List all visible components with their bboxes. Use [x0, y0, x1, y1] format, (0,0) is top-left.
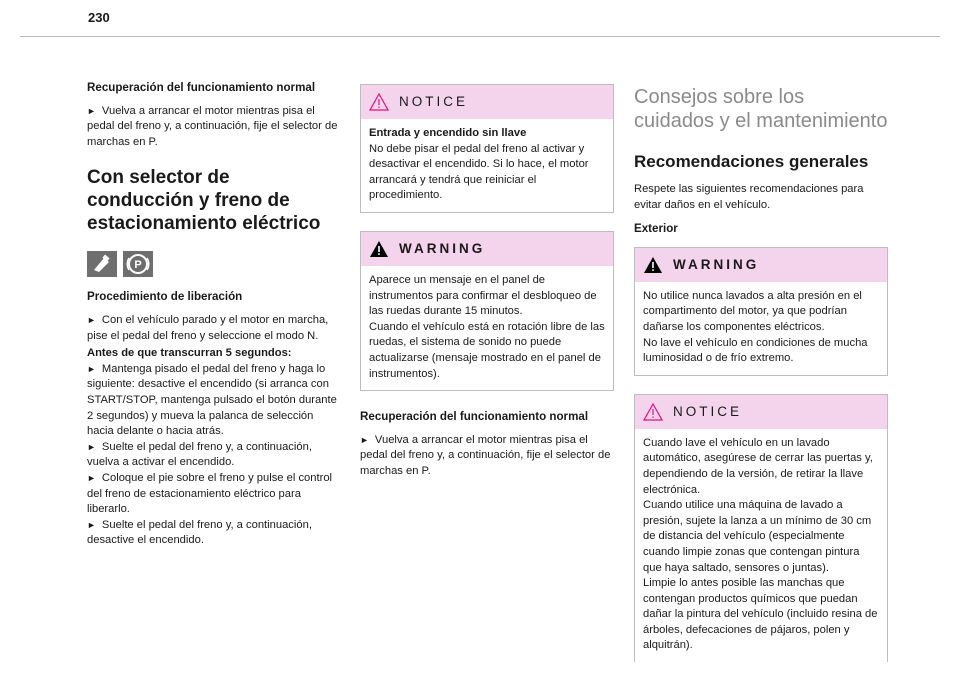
notice-header: [635, 395, 887, 429]
arrow-bullet-icon: ►: [87, 105, 96, 116]
section-heading: Con selector de conducción y freno de estacionamiento eléctrico: [87, 167, 321, 235]
warning-text: Cuando el vehículo está en rotación libre de las ruedas, el sistema de sonido no puede actualizarse (mensaje mostrado en el panel de instrumentos).: [369, 320, 605, 380]
section-heading: Recomendaciones generales: [634, 152, 869, 171]
arrow-bullet-icon: ►: [87, 472, 96, 483]
notice-title: Entrada y encendido sin llave: [369, 127, 527, 139]
paragraph: ► Vuelva a arrancar el motor mientras pisa el pedal del freno y, a continuación, fije el selector de marchas en P.: [87, 104, 338, 148]
step: ► Suelte el pedal del freno y, a continuación, desactive el encendido.: [87, 518, 312, 547]
warning-body: [361, 266, 613, 390]
warning-box: [634, 247, 888, 376]
step: ► Mantenga pisado el pedal del freno y haga lo siguiente: desactive el encendido (si arranca con START/STOP, mantenga pulsado el botón durante 2 segundos) y mueva la palanca de selección hacia delante o hacia atrás.: [87, 362, 337, 438]
notice-text: No debe pisar el pedal del freno al activar y desactivar el encendido. Si lo hace, el motor arrancará y tendrá que reiniciar el procedimiento.: [369, 142, 589, 202]
warning-body: [635, 282, 887, 375]
column-left: [87, 76, 341, 549]
arrow-bullet-icon: ►: [360, 434, 369, 445]
section-subheading: Recuperación del funcionamiento normal: [87, 81, 316, 94]
warning-label: WARNING: [399, 241, 486, 257]
gear-selector-icon: [87, 251, 117, 277]
step: ► Con el vehículo parado y el motor en marcha, pise el pedal del freno y seleccione el modo N.: [87, 313, 329, 342]
step: ► Suelte el pedal del freno y, a continuación, vuelva a activar el encendido.: [87, 440, 312, 469]
notice-triangle-icon: [643, 403, 663, 421]
icon-row: [87, 251, 341, 277]
warning-header: [361, 232, 613, 266]
arrow-bullet-icon: ►: [87, 314, 96, 325]
arrow-bullet-icon: ►: [87, 519, 96, 530]
warning-triangle-icon: [369, 240, 389, 258]
warning-text: No utilice nunca lavados a alta presión en el compartimento del motor, ya que podrían dañarse los componentes eléctricos.: [643, 289, 862, 333]
arrow-bullet-icon: ►: [87, 441, 96, 452]
warning-text: No lave el vehículo en condiciones de mucha luminosidad o de frío extremo.: [643, 336, 868, 365]
step: ► Coloque el pie sobre el freno y pulse el control del freno de estacionamiento eléctrico para liberarlo.: [87, 471, 333, 516]
before-heading: Antes de que transcurran 5 segundos:: [87, 347, 292, 360]
notice-box: [634, 394, 888, 662]
notice-triangle-icon: [369, 93, 389, 111]
notice-label: NOTICE: [673, 403, 743, 419]
notice-header: [361, 85, 613, 119]
page-number: 230: [88, 10, 110, 25]
procedure-heading: Procedimiento de liberación: [87, 290, 243, 304]
notice-body: [635, 429, 887, 662]
header-rule: [20, 36, 940, 37]
chapter-title: Consejos sobre los cuidados y el mantenimiento: [634, 86, 888, 132]
section-subheading: Recuperación del funcionamiento normal: [360, 410, 589, 424]
notice-text: Cuando lave el vehículo en un lavado automático, asegúrese de cerrar las puertas y, dependiendo de la versión, de retirar la llave electrónica.: [643, 436, 873, 496]
paragraph: ► Vuelva a arrancar el motor mientras pisa el pedal del freno y, a continuación, fije el selector de marchas en P.: [360, 433, 611, 477]
column-right: [634, 76, 888, 680]
warning-box: [360, 231, 614, 391]
notice-text: Limpie lo antes posible las manchas que contengan productos químicos que puedan dañar la pintura del vehículo (incluido resina de árboles, defecaciones de pájaros, polen y alquitrán).: [643, 577, 878, 652]
column-middle: [360, 84, 614, 488]
svg-text:P: P: [134, 259, 142, 272]
parking-brake-icon: [123, 251, 153, 277]
notice-box: [360, 84, 614, 213]
warning-header: [635, 248, 887, 282]
notice-text: Cuando utilice una máquina de lavado a presión, sujete la lanza a un mínimo de 30 cm de distancia del vehículo (especialmente cuando limpie zonas que contengan pintura que haya saltado, sensores o juntas).: [643, 499, 872, 574]
warning-triangle-icon: [643, 256, 663, 274]
exterior-heading: Exterior: [634, 222, 678, 236]
warning-text: Aparece un mensaje en el panel de instrumentos para confirmar el desbloqueo de las ruedas durante 15 minutos.: [369, 273, 597, 318]
notice-body: [361, 119, 613, 212]
arrow-bullet-icon: ►: [87, 363, 96, 374]
warning-label: WARNING: [673, 256, 760, 272]
intro-paragraph: Respete las siguientes recomendaciones para evitar daños en el vehículo.: [634, 183, 864, 211]
notice-label: NOTICE: [399, 94, 469, 110]
